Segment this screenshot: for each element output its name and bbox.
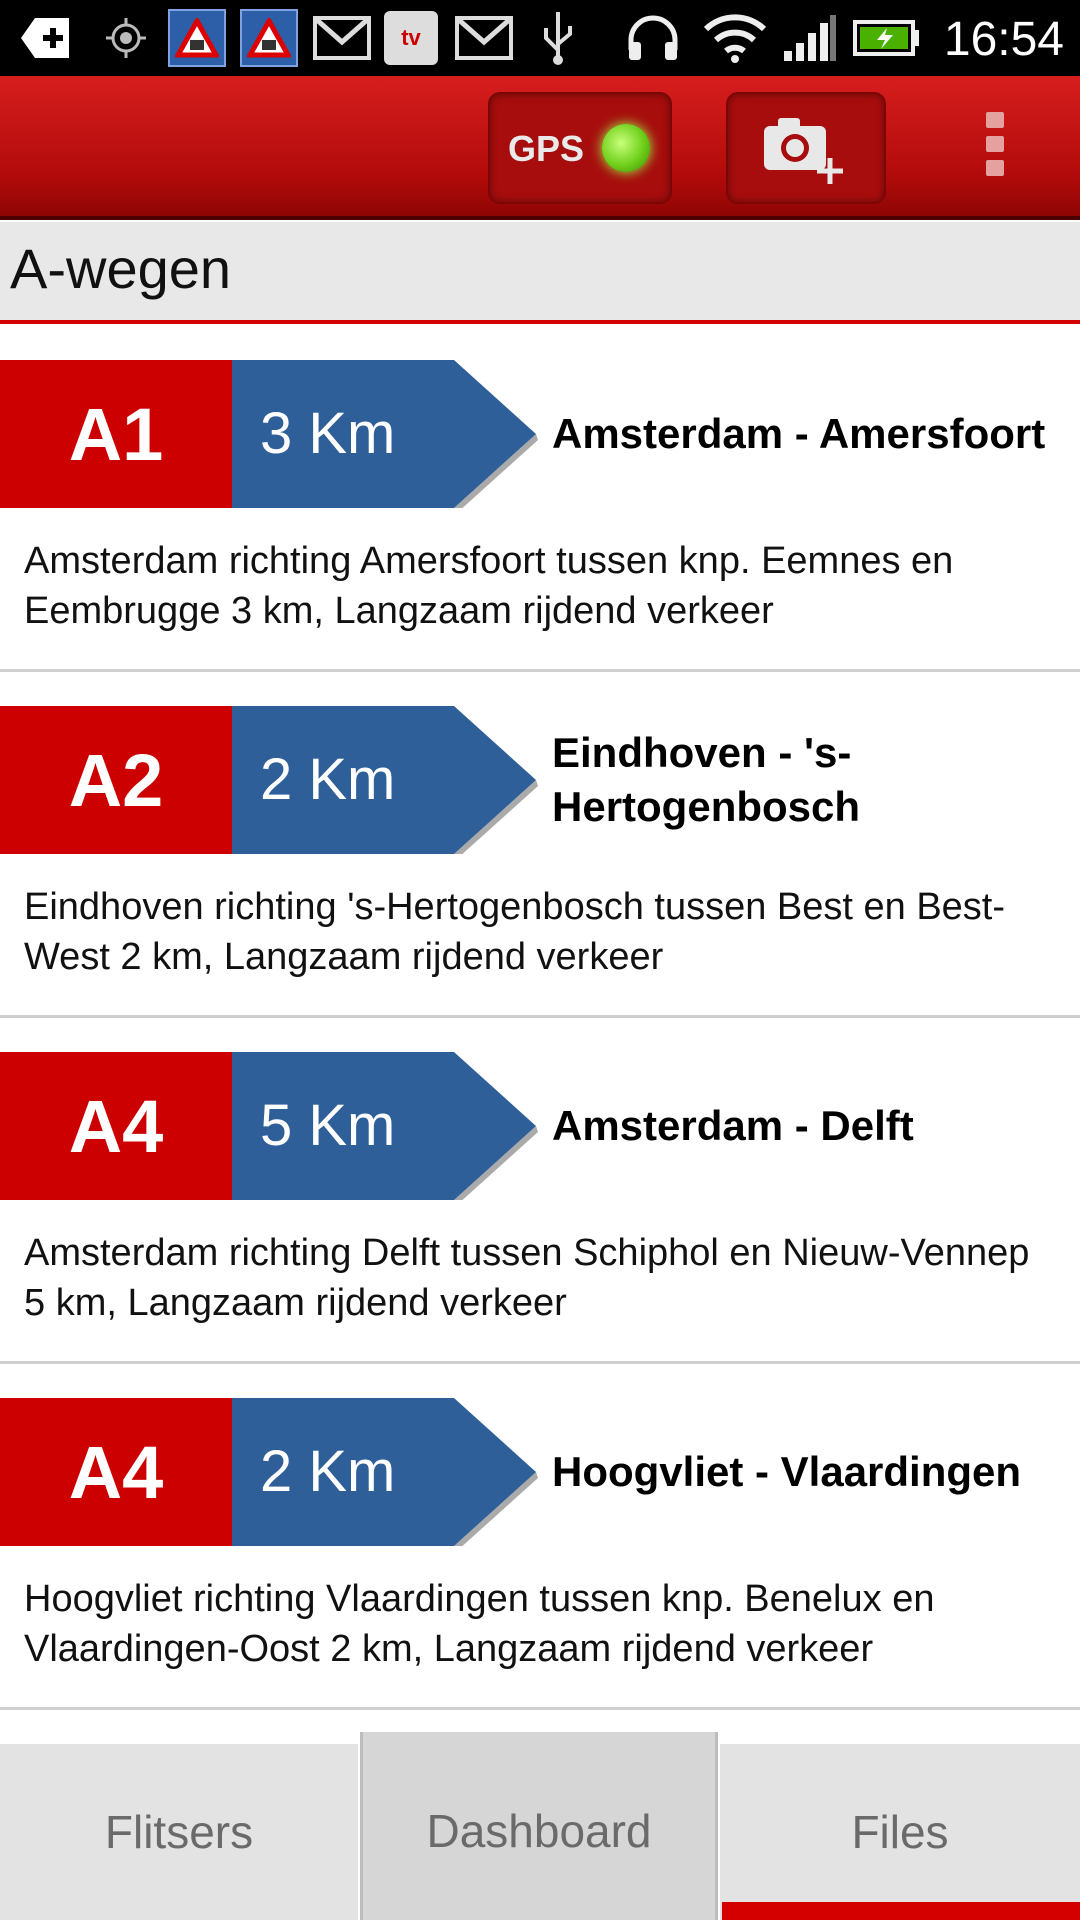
tab-flitsers[interactable]: Flitsers — [0, 1744, 358, 1920]
road-number-badge: A4 — [0, 1398, 232, 1546]
route-title: Amsterdam - Delft — [552, 1102, 914, 1149]
jam-description: Amsterdam richting Delft tussen Schiphol en Nieuw-Vennep 5 km, Langzaam rijdend verkeer — [24, 1232, 1030, 1324]
jam-length: 3 Km — [260, 401, 396, 466]
selected-tab-indicator — [722, 1902, 1080, 1920]
gps-status-button[interactable] — [488, 92, 672, 204]
route-title: Hoogvliet - Vlaardingen — [552, 1448, 1022, 1495]
traffic-list — [0, 326, 1080, 1710]
plus-notification-icon — [18, 10, 74, 66]
camera-add-icon — [756, 108, 856, 188]
headphones-icon — [624, 10, 682, 66]
jam-description: Eindhoven richting 's-Hertogenbosch tussen Best en Best-West 2 km, Langzaam rijdend verkeer — [24, 886, 1006, 978]
wifi-icon — [700, 10, 770, 66]
section-header — [0, 222, 1080, 324]
tab-files[interactable]: Files — [720, 1744, 1080, 1920]
tv-app-icon: tv — [384, 10, 438, 66]
traffic-item[interactable] — [0, 1018, 1080, 1364]
gps-status-led-icon — [602, 124, 650, 172]
route-title: Eindhoven - 's-Hertogenbosch — [552, 729, 861, 830]
jam-length: 5 Km — [260, 1093, 396, 1158]
bottom-tab-bar — [0, 1732, 1080, 1920]
gmail-icon — [312, 10, 372, 66]
status-bar — [0, 0, 1080, 76]
battery-charging-icon — [852, 10, 922, 66]
route-title: Amsterdam - Amersfoort — [552, 410, 1046, 457]
gps-label: GPS — [508, 128, 585, 169]
gps-target-icon — [98, 10, 154, 66]
app-bar — [0, 76, 1080, 220]
usb-icon — [534, 10, 582, 66]
add-camera-button[interactable] — [726, 92, 886, 204]
traffic-item[interactable] — [0, 1364, 1080, 1710]
signal-icon — [780, 10, 840, 66]
tab-dashboard[interactable]: Dashboard — [360, 1732, 718, 1920]
clock-time: 16:54 — [943, 13, 1064, 66]
jam-description: Hoogvliet richting Vlaardingen tussen knp. Benelux en Vlaardingen-Oost 2 km, Langzaam rijdend verkeer — [24, 1578, 935, 1670]
jam-length: 2 Km — [260, 747, 396, 812]
traffic-item[interactable] — [0, 326, 1080, 672]
road-number-badge: A1 — [0, 360, 232, 508]
overflow-menu-icon[interactable] — [980, 112, 1010, 182]
jam-description: Amsterdam richting Amersfoort tussen knp. Eemnes en Eembrugge 3 km, Langzaam rijdend verkeer — [24, 540, 954, 632]
speed-camera-warning-icon — [168, 10, 226, 66]
traffic-item[interactable] — [0, 672, 1080, 1018]
jam-length: 2 Km — [260, 1439, 396, 1504]
road-number-badge: A2 — [0, 706, 232, 854]
speed-camera-warning-icon — [240, 10, 298, 66]
road-number-badge: A4 — [0, 1052, 232, 1200]
gmail-icon — [454, 10, 514, 66]
section-title: A-wegen — [10, 237, 232, 300]
